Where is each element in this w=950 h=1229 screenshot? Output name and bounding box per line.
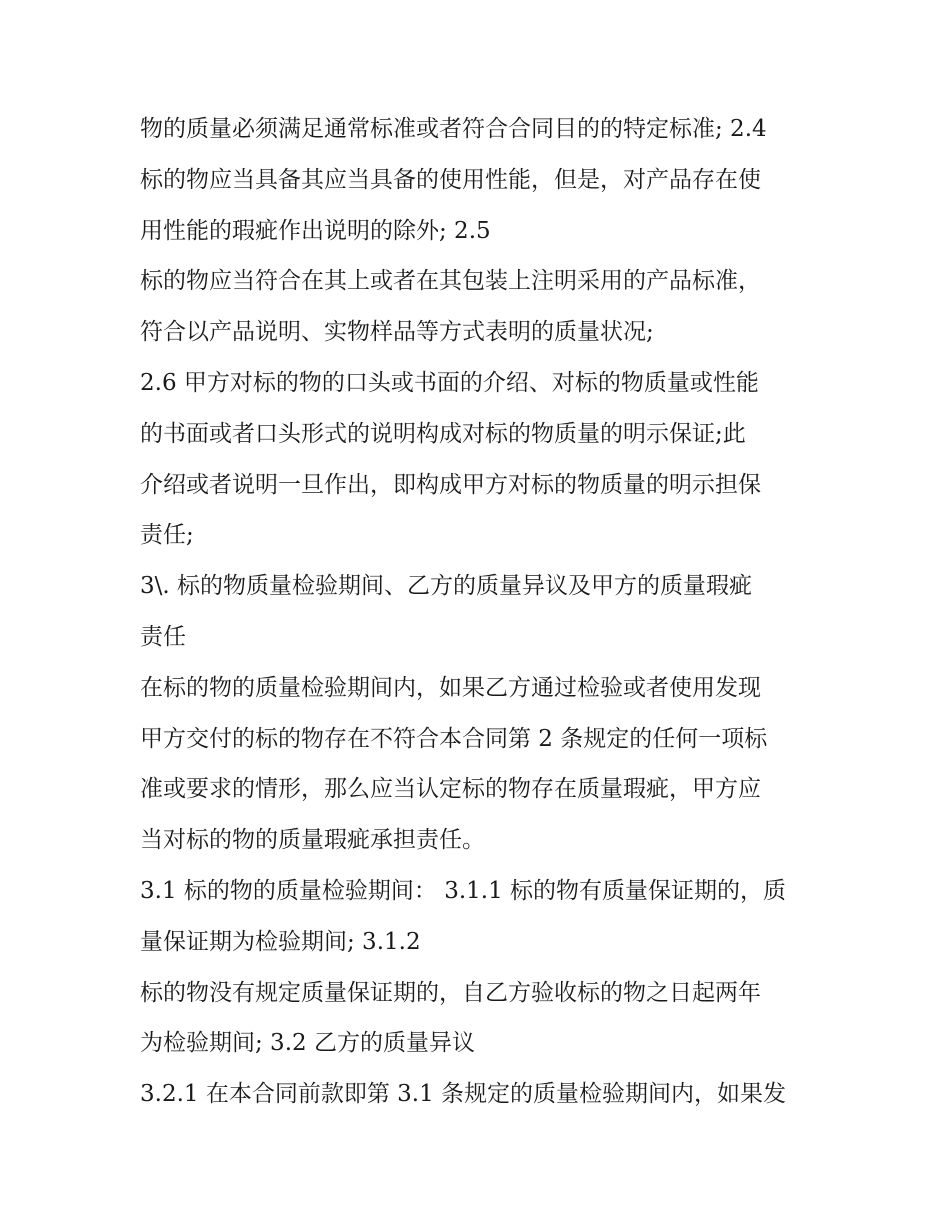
- text-line: 标的物应当符合在其上或者在其包装上注明采用的产品标准，: [140, 268, 761, 295]
- text-line: 在标的物的质量检验期间内，如果乙方通过检验或者使用发现: [140, 674, 761, 701]
- text-line: 用性能的瑕疵作出说明的除外; 2.5: [140, 217, 491, 244]
- text-line: 3.2.1 在本合同前款即第 3.1 条规定的质量检验期间内，如果发: [140, 1081, 787, 1108]
- section-heading-continued: 责任: [140, 623, 186, 650]
- text-line: 物的质量必须满足通常标准或者符合合同目的的特定标准; 2.4: [140, 116, 767, 142]
- contract-text-body: [140, 104, 820, 1120]
- text-line: 标的物没有规定质量保证期的，自乙方验收标的物之日起两年: [140, 979, 761, 1006]
- text-line: 的书面或者口头形式的说明构成对标的物质量的明示保证;此: [140, 420, 746, 447]
- text-line: 准或要求的情形，那么应当认定标的物存在质量瑕疵，甲方应: [140, 776, 761, 803]
- text-line: 符合以产品说明、实物样品等方式表明的质量状况;: [140, 319, 654, 346]
- section-heading: 3\. 标的物质量检验期间、乙方的质量异议及甲方的质量瑕疵: [140, 573, 753, 600]
- text-line: 甲方交付的标的物存在不符合本合同第 2 条规定的任何一项标: [140, 725, 768, 752]
- text-line: 介绍或者说明一旦作出，即构成甲方对标的物质量的明示担保: [140, 471, 761, 498]
- text-line: 当对标的物的质量瑕疵承担责任。: [140, 827, 485, 854]
- text-line: 标的物应当具备其应当具备的使用性能，但是，对产品存在使: [140, 166, 761, 193]
- text-line: 量保证期为检验期间; 3.1.2: [140, 928, 421, 955]
- text-line: 责任;: [140, 522, 194, 549]
- text-line: 3.1 标的物的质量检验期间： 3.1.1 标的物有质量保证期的，质: [140, 877, 787, 904]
- text-line: 2.6 甲方对标的物的口头或书面的介绍、对标的物质量或性能: [140, 369, 759, 396]
- text-line: 为检验期间; 3.2 乙方的质量异议: [140, 1030, 475, 1057]
